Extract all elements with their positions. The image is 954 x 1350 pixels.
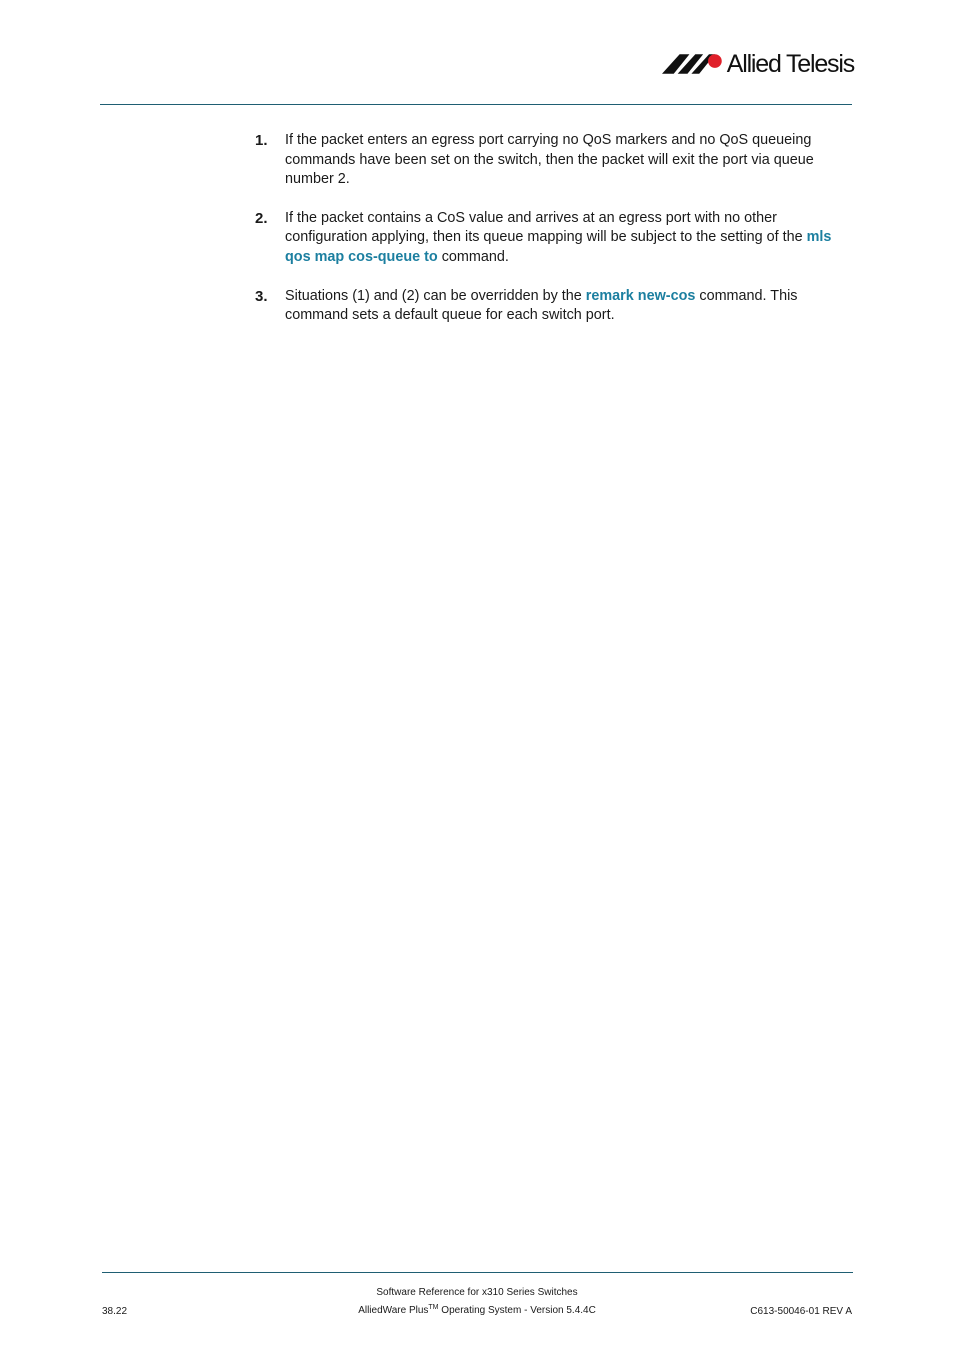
step-number: 2. [255, 209, 268, 227]
step-text: Situations (1) and (2) can be overridden by the [285, 287, 586, 304]
command-link-mls-qos-map-cos-queue[interactable]: mls qos map cos-queue to [285, 229, 832, 265]
step-number: 1. [255, 132, 268, 149]
list-item [255, 287, 855, 326]
document-id: C613-50046-01 REV A [750, 1306, 852, 1317]
allied-telesis-logo [662, 50, 854, 78]
list-item [255, 209, 855, 268]
step-number: 3. [255, 287, 268, 305]
step-text: If the packet contains a CoS value and arrives at an egress port with no other configuration applying, then its queue mapping will be subject to the setting of the [285, 209, 807, 246]
command-link-remark-new-cos[interactable]: remark new-cos [585, 287, 696, 304]
step-list [255, 131, 855, 345]
footer-rule [102, 1272, 853, 1273]
footer-version: Operating System - Version 5.4.4C [438, 1305, 596, 1316]
allied-telesis-mark-icon [662, 53, 723, 75]
footer-title: Software Reference for x310 Series Switches [376, 1287, 578, 1298]
step-text: command. [437, 248, 509, 265]
step-text: command. This command sets a default queue for each switch port. [285, 287, 798, 324]
trademark-mark: TM [428, 1304, 439, 1311]
logo-wordmark: Allied Telesis [726, 50, 854, 78]
list-item [255, 131, 855, 190]
step-text: If the packet enters an egress port carrying no QoS markers and no QoS queueing commands have been set on the switch, then the packet will exit the port via queue number 2. [285, 132, 814, 188]
header-rule [100, 104, 852, 105]
page-number: 38.22 [102, 1306, 128, 1317]
footer-product-name: AlliedWare Plus [358, 1305, 429, 1316]
